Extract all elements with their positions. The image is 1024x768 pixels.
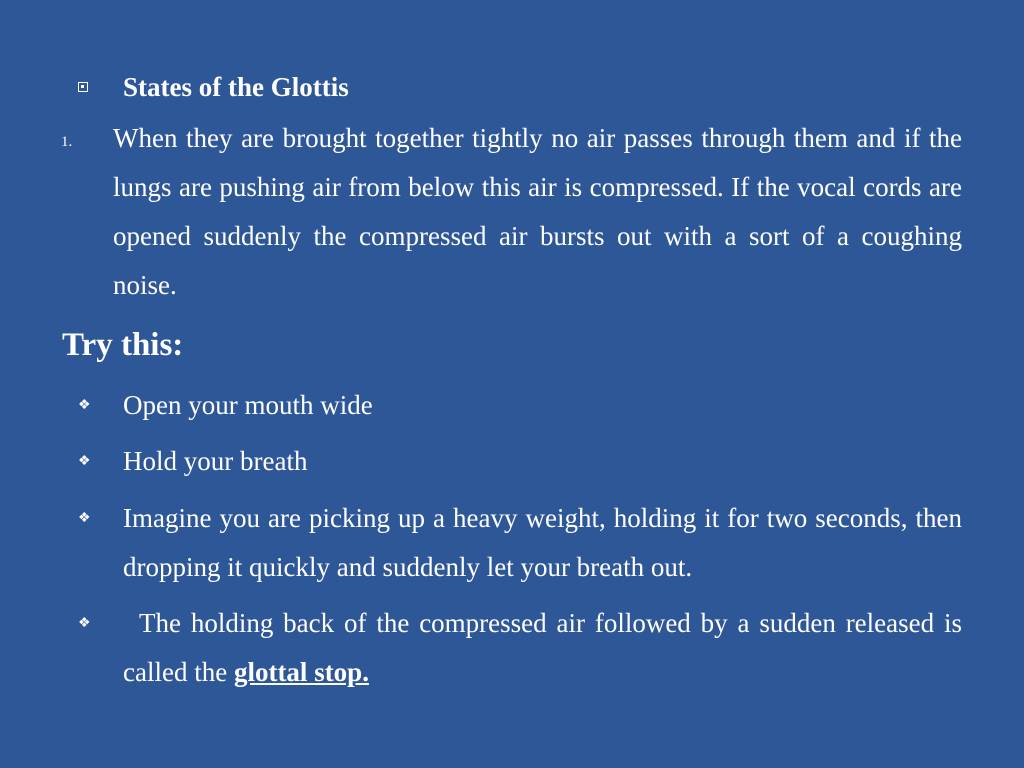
try-this-title: Try this: <box>62 327 184 363</box>
final-bullet-text: The holding back of the compressed air followed by a sudden released is called the <box>123 608 962 687</box>
diamond-bullet-icon: ❖ <box>78 616 91 631</box>
bullet-item-1 <box>78 381 962 430</box>
bullet-text: Open your mouth wide <box>123 390 373 420</box>
bullet-item-4 <box>78 599 962 697</box>
bullet-text: Imagine you are picking up a heavy weight, holding it for two seconds, then dropping it quickly and suddenly let your breath out. <box>123 503 962 582</box>
point-number: 1. <box>61 134 73 150</box>
diamond-bullet-icon: ❖ <box>78 511 91 526</box>
section-heading-row <box>78 70 958 106</box>
bullet-item-3 <box>78 494 962 592</box>
point-paragraph: When they are brought together tightly no air passes through them and if the lungs are pushing air from below this air is compressed. If the vocal cords are opened suddenly the compressed air bursts out with a sort of a coughing noise. <box>113 123 962 300</box>
section-heading: States of the Glottis <box>123 72 349 102</box>
diamond-bullet-icon: ❖ <box>78 454 91 469</box>
bullet-text <box>123 599 962 697</box>
bullet-text: Hold your breath <box>123 446 308 476</box>
bullet-item-2 <box>78 437 962 486</box>
glottal-stop-link[interactable]: glottal stop. <box>233 657 369 687</box>
square-bullet-icon <box>78 82 88 92</box>
diamond-bullet-icon: ❖ <box>78 398 91 413</box>
